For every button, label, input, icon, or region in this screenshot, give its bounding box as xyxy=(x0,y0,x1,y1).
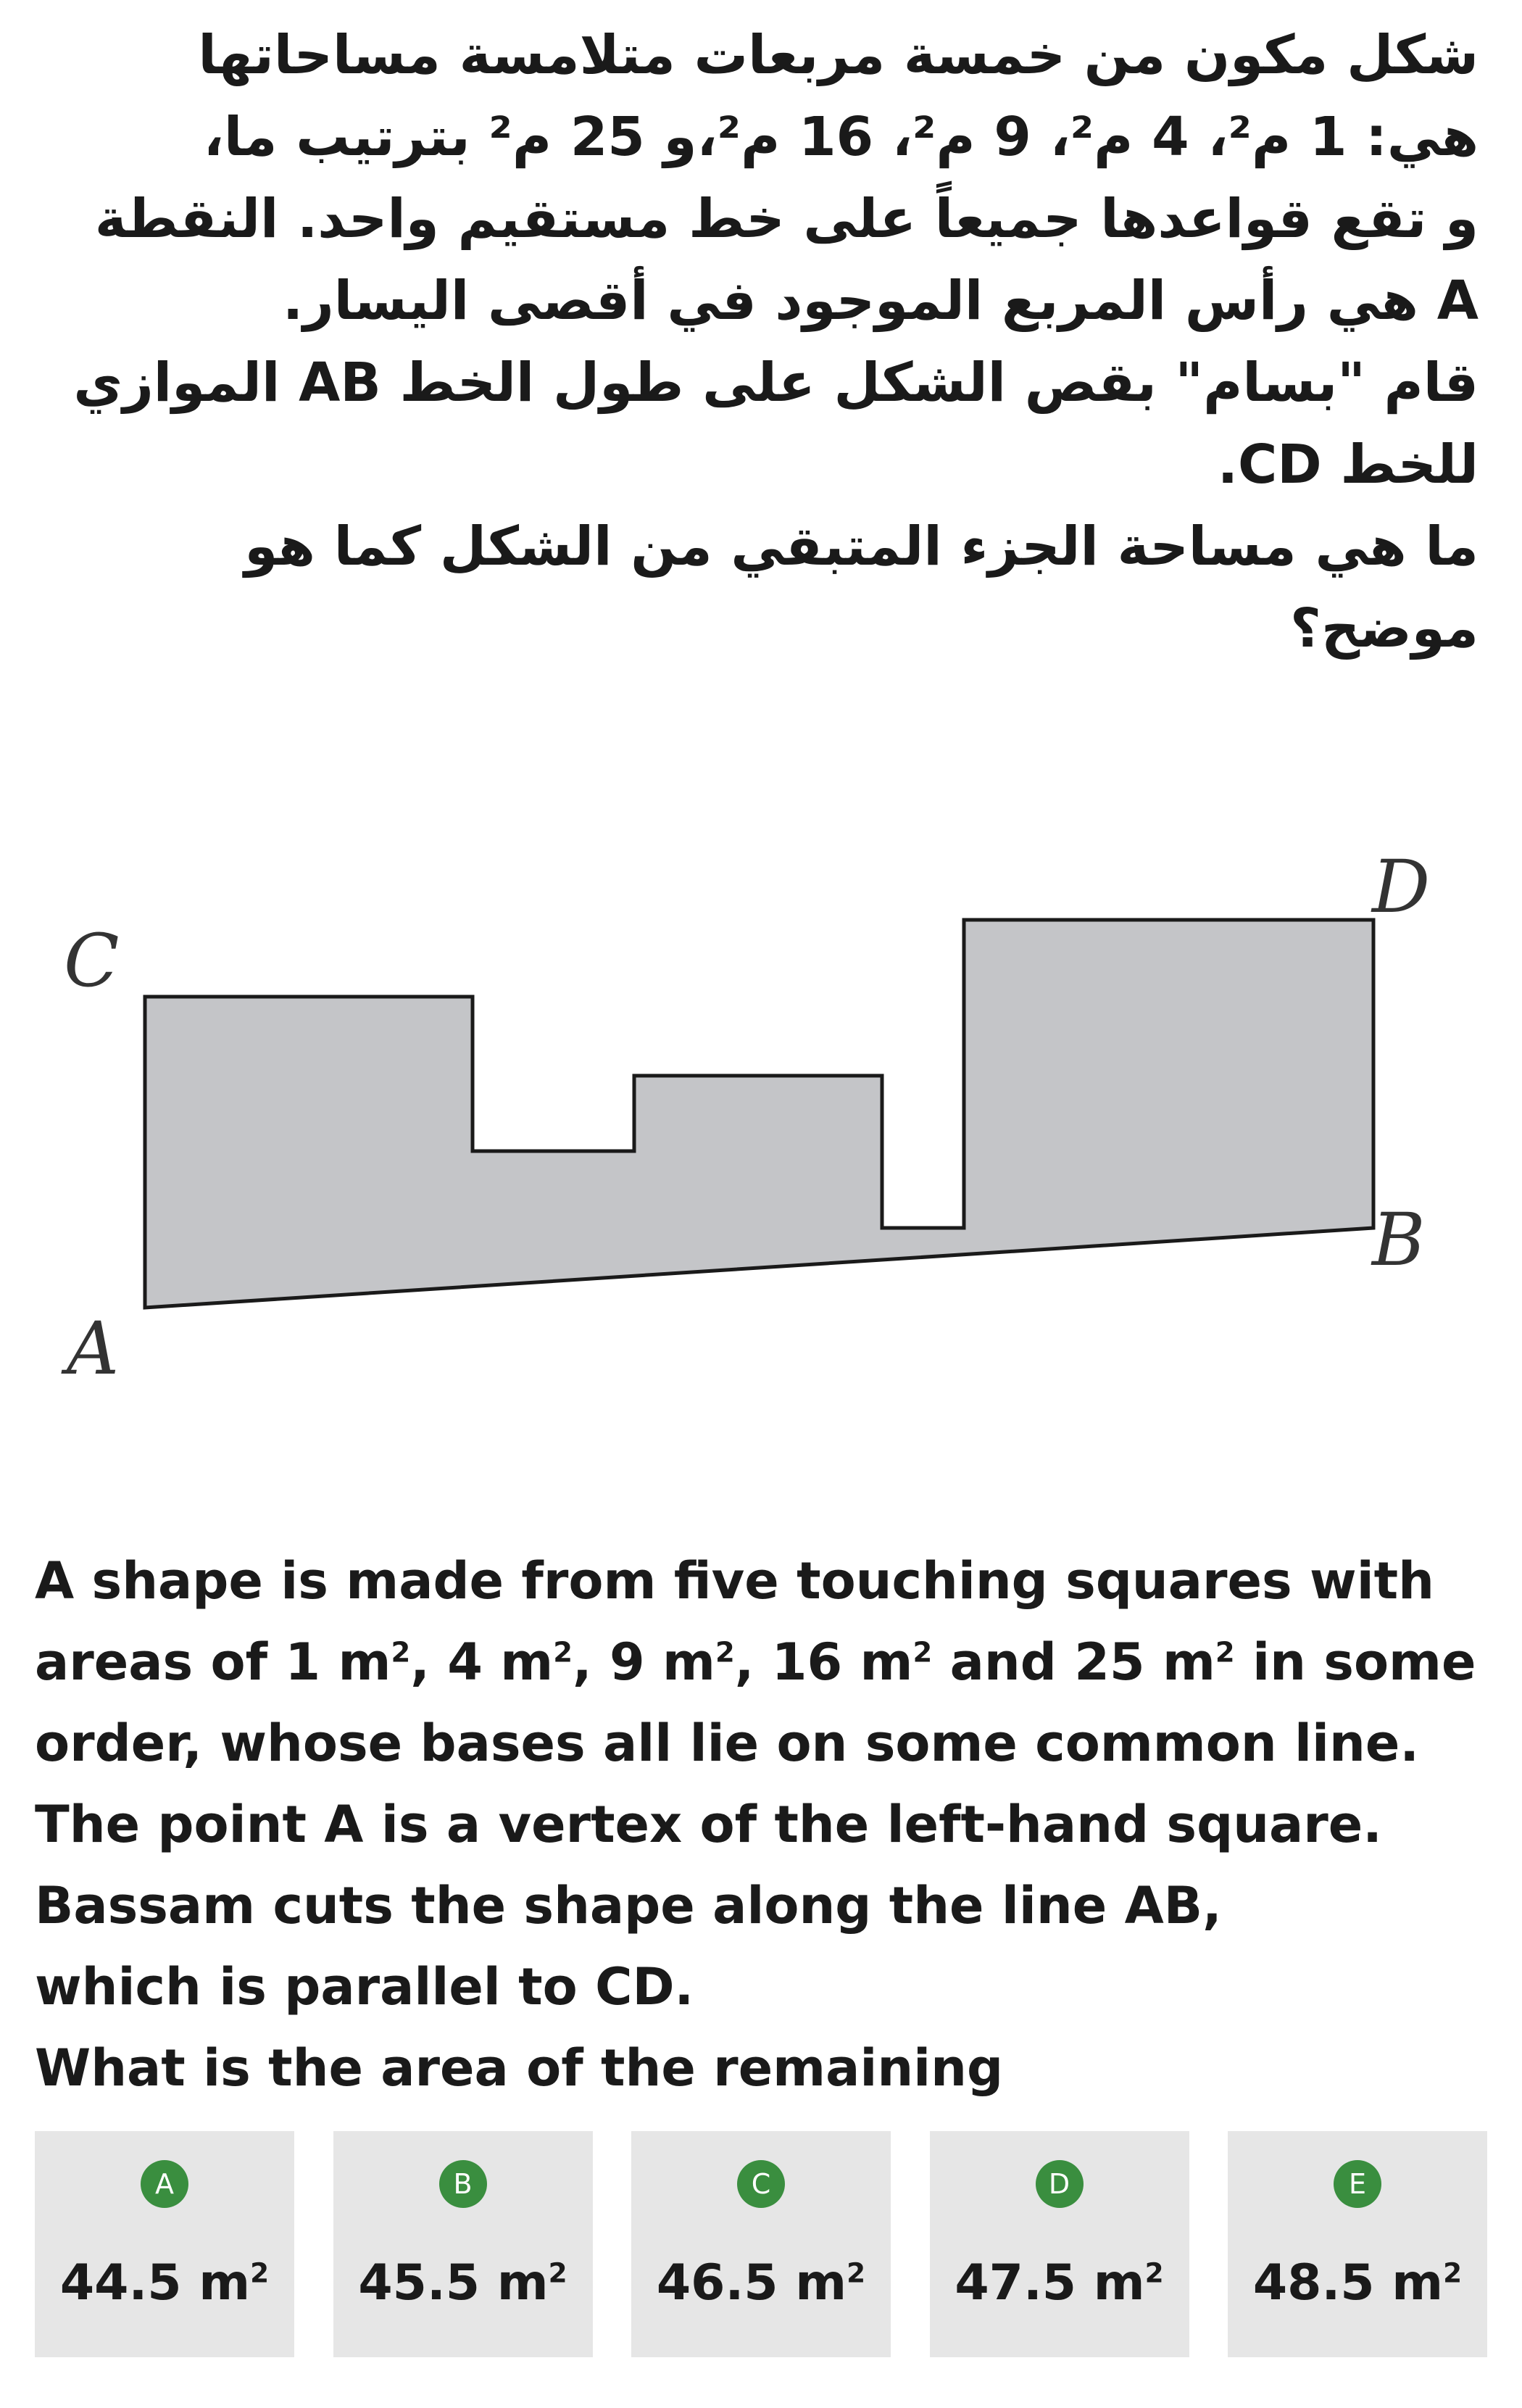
answer-options xyxy=(35,2131,1487,2357)
label-d: D xyxy=(1372,844,1431,929)
label-b: B xyxy=(1372,1197,1426,1282)
option-d-badge: D xyxy=(1036,2160,1084,2208)
english-line: The point A is a vertex of the left-hand square. xyxy=(35,1795,1382,1854)
squares-figure xyxy=(0,797,1522,1392)
arabic-line: قام "بسام" بقص الشكل على طول الخط AB الموازي xyxy=(73,352,1479,414)
option-b-badge: B xyxy=(439,2160,487,2208)
question-arabic xyxy=(43,14,1479,670)
label-a: A xyxy=(67,1306,120,1391)
option-b[interactable] xyxy=(333,2131,593,2357)
option-d[interactable] xyxy=(930,2131,1189,2357)
english-line: areas of 1 $m^2$, 4 $m^2$, 9 $m^2$, 16 $m^2$ and 25 $m^2$ in some xyxy=(35,1632,1476,1692)
label-c: C xyxy=(64,918,120,1003)
option-e[interactable] xyxy=(1228,2131,1487,2357)
question-english xyxy=(35,1540,1484,2109)
arabic-line: موضح؟ xyxy=(1290,597,1479,660)
english-line: order, whose bases all lie on some common line. xyxy=(35,1714,1419,1773)
arabic-line: للخط CD. xyxy=(1217,433,1479,496)
option-d-value: 47.5 $m^2$ xyxy=(955,2254,1164,2312)
cut-shape xyxy=(145,920,1373,1308)
option-c-value: 46.5 $m^2$ xyxy=(656,2254,866,2312)
option-b-value: 45.5 $m^2$ xyxy=(358,2254,567,2312)
option-c[interactable] xyxy=(631,2131,891,2357)
option-e-badge: E xyxy=(1334,2160,1381,2208)
option-c-badge: C xyxy=(737,2160,785,2208)
arabic-line: A هي رأس المربع الموجود في أقصى اليسار. xyxy=(283,270,1479,332)
option-a-value: 44.5 $m^2$ xyxy=(59,2254,270,2312)
option-a[interactable] xyxy=(35,2131,294,2357)
option-a-badge: A xyxy=(141,2160,188,2208)
english-line: which is parallel to CD. xyxy=(35,1957,694,2017)
option-e-value: 48.5 $m^2$ xyxy=(1252,2254,1463,2312)
arabic-line: و تقع قواعدها جميعاً على خط مستقيم واحد. النقطة xyxy=(94,188,1479,250)
english-line: What is the area of the remaining xyxy=(35,2038,1004,2098)
english-line: Bassam cuts the shape along the line AB, xyxy=(35,1876,1222,1935)
arabic-line: هي: 1 م²، 4 م²، 9 م²، 16 م²،و 25 م² بترتيب ما، xyxy=(203,106,1479,168)
arabic-line: ما هي مساحة الجزء المتبقي من الشكل كما هو xyxy=(244,515,1479,578)
english-line: A shape is made from five touching squares with xyxy=(35,1551,1434,1611)
arabic-line: شكل مكون من خمسة مربعات متلامسة مساحاتها xyxy=(198,24,1479,86)
